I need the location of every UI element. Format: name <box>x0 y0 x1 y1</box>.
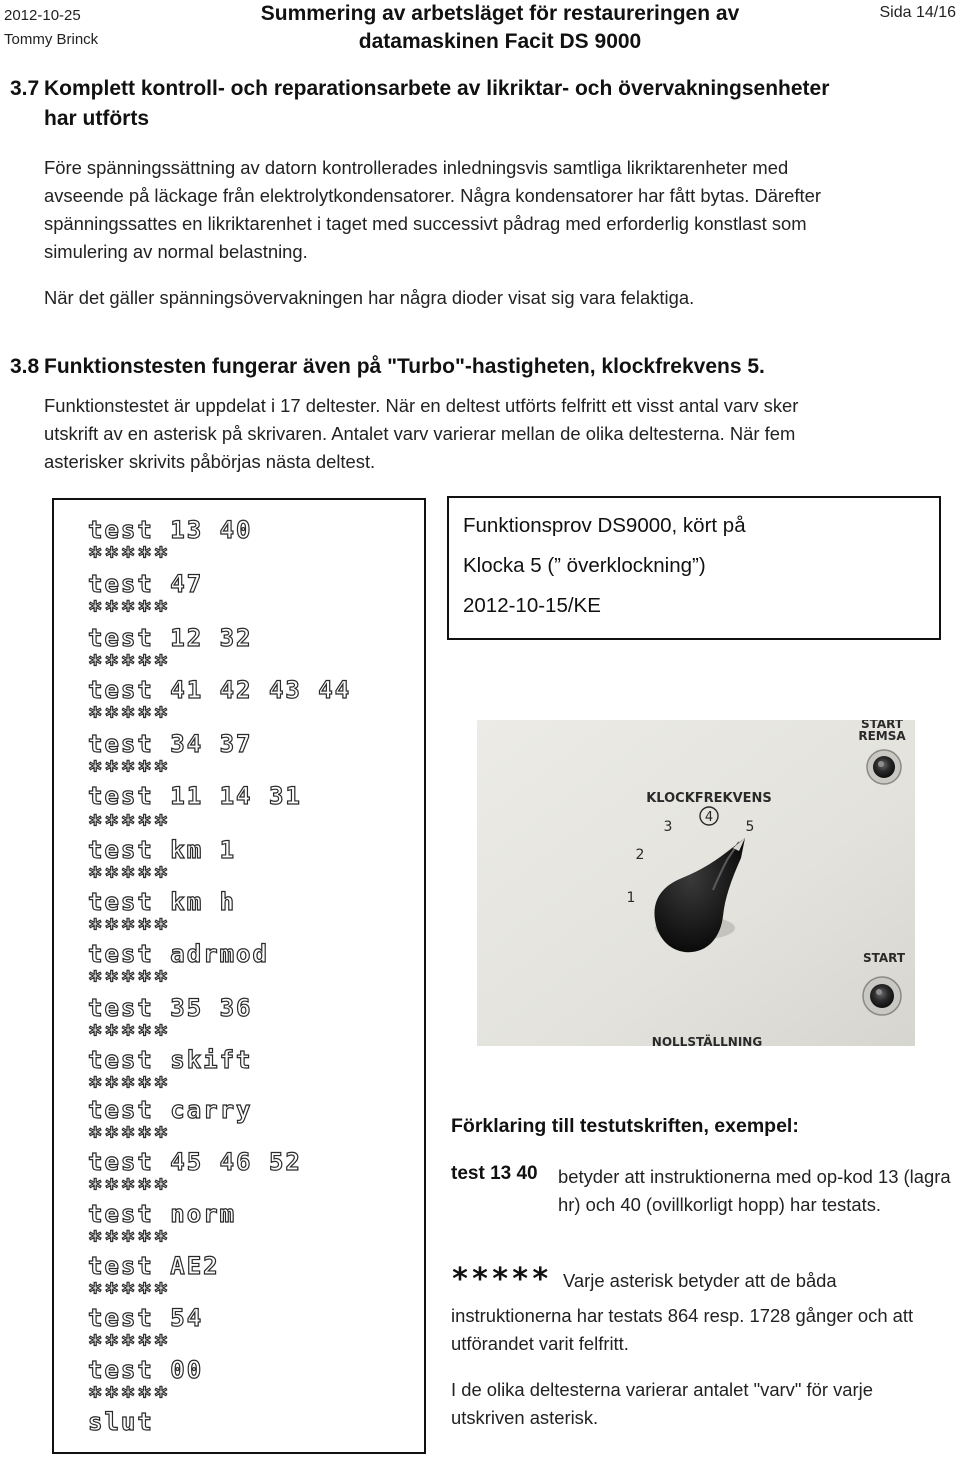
section-38-para-line: utskrift av en asterisk på skrivaren. Antalet varv varierar mellan de olika deltesterna. När fem <box>44 423 796 444</box>
section-38-para-line: asterisker skrivits påbörjas nästa deltest. <box>44 451 376 472</box>
printout-test-line: slut <box>88 1408 154 1436</box>
printout-test-line: test carry <box>88 1096 253 1124</box>
printout-asterisk-line: ***** <box>88 1278 171 1306</box>
dial-number-1: 1 <box>626 890 636 906</box>
test-info-box <box>447 496 941 640</box>
printout-test-line: test 54 <box>88 1304 204 1332</box>
header-meta <box>4 4 98 52</box>
printout-test-line: test 47 <box>88 570 204 598</box>
section-38-title: Funktionstesten fungerar även på "Turbo"-hastigheten, klockfrekvens 5. <box>44 355 765 378</box>
dial-number-3: 3 <box>663 819 673 835</box>
printout-asterisk-line: ***** <box>88 596 171 624</box>
printout-asterisk-line: ***** <box>88 1020 171 1048</box>
printout-asterisk-line: ***** <box>88 1122 171 1150</box>
asterisk-example: ***** <box>451 1262 552 1297</box>
printout-asterisk-line: ***** <box>88 810 171 838</box>
info-line-3: 2012-10-15/KE <box>463 594 601 617</box>
printout-test-line: test 45 46 52 <box>88 1148 302 1176</box>
printout-asterisk-line: ***** <box>88 966 171 994</box>
printout-asterisk-line: ***** <box>88 1382 171 1410</box>
section-37-para1-line: Före spänningssättning av datorn kontrollerades inledningsvis samtliga likriktarenheter med <box>44 157 789 178</box>
section-38-paragraph <box>44 392 924 476</box>
dial-number-4: 4 <box>704 810 714 825</box>
section-37-para1-line: spänningssattes en likriktarenhet i taget med successivt pådrag med erforderlig konstlast som <box>44 213 807 234</box>
printout-test-line: test km h <box>88 888 237 916</box>
example-definition: betyder att instruktionerna med op-kod 13 (lagra hr) och 40 (ovillkorligt hopp) har testats. <box>558 1166 951 1215</box>
section-37-title-line-2: har utförts <box>44 107 149 130</box>
section-37-title-line-1: Komplett kontroll- och reparationsarbete av likriktar- och övervakningsenheter <box>44 77 830 100</box>
info-line-2: Klocka 5 (” överklockning”) <box>463 554 706 577</box>
printout-test-line: test adrmod <box>88 940 269 968</box>
printout-asterisk-line: ***** <box>88 650 171 678</box>
printout-asterisk-line: ***** <box>88 914 171 942</box>
printout-asterisk-line: ***** <box>88 1330 171 1358</box>
printout-test-line: test 41 42 43 44 <box>88 676 352 704</box>
dial-number-5: 5 <box>745 819 755 835</box>
label-nollstallning: NOLLSTÄLLNING <box>651 1035 763 1046</box>
asterisk-definition: Varje asterisk betyder att de båda <box>563 1270 837 1291</box>
explanation-note: I de olika deltesterna varierar antalet "varv" för varje utskriven asterisk. <box>451 1379 873 1428</box>
printout-asterisk-line: ***** <box>88 542 171 570</box>
test-printout <box>52 498 426 1454</box>
document-title <box>180 0 820 56</box>
printout-asterisk-line: ***** <box>88 702 171 730</box>
printout-asterisk-line: ***** <box>88 756 171 784</box>
asterisk-definition-continued: instruktionerna har testats 864 resp. 1728 gånger och att utförandet varit felfritt. <box>451 1305 914 1354</box>
printout-test-line: test skift <box>88 1046 253 1074</box>
page-number: Sida 14/16 <box>879 4 956 21</box>
title-line-1: Summering av arbetsläget för restaureringen av <box>260 2 740 25</box>
dial-number-2: 2 <box>635 847 645 863</box>
printout-test-line: test 34 37 <box>88 730 253 758</box>
example-term: test 13 40 <box>451 1163 538 1184</box>
printout-asterisk-line: ***** <box>88 862 171 890</box>
label-start-remsa-2: REMSA <box>858 729 906 743</box>
printout-asterisk-line: ***** <box>88 1226 171 1254</box>
label-start-remsa-1: START <box>860 720 904 731</box>
section-38-heading <box>10 352 930 382</box>
section-37-paragraph-1 <box>44 154 924 266</box>
printout-test-line: test 11 14 31 <box>88 782 302 810</box>
printout-test-line: test AE2 <box>88 1252 220 1280</box>
printout-test-line: test 13 40 <box>88 516 253 544</box>
clock-frequency-panel-photo <box>477 720 915 1046</box>
section-37-number: 3.7 <box>10 77 40 100</box>
label-klockfrekvens: KLOCKFREKVENS <box>646 791 772 806</box>
printout-test-line: test 35 36 <box>88 994 253 1022</box>
start-remsa-switch-icon <box>867 750 901 784</box>
printout-test-line: test 00 <box>88 1356 204 1384</box>
start-switch-icon <box>863 977 901 1015</box>
printout-test-line: test 12 32 <box>88 624 253 652</box>
info-line-1: Funktionsprov DS9000, kört på <box>463 514 746 537</box>
section-37-paragraph-2: När det gäller spänningsövervakningen har några dioder visat sig vara felaktiga. <box>44 287 695 308</box>
header-date: 2012-10-25 <box>4 7 81 24</box>
section-37-para1-line: simulering av normal belastning. <box>44 241 308 262</box>
printout-test-line: test norm <box>88 1200 237 1228</box>
printout-test-line: test km 1 <box>88 836 237 864</box>
explanation-title: Förklaring till testutskriften, exempel: <box>451 1115 799 1137</box>
printout-asterisk-line: ***** <box>88 1072 171 1100</box>
label-start: START <box>862 951 906 965</box>
header-author: Tommy Brinck <box>4 31 99 48</box>
printout-asterisk-line: ***** <box>88 1174 171 1202</box>
section-38-para-line: Funktionstestet är uppdelat i 17 deltester. När en deltest utförts felfritt ett visst antal varv sker <box>44 395 799 416</box>
section-37-heading <box>10 74 930 134</box>
section-37-para1-line: avseende på läckage från elektrolytkondensatorer. Några kondensatorer har fått bytas. Därefter <box>44 185 821 206</box>
section-38-number: 3.8 <box>10 355 40 378</box>
title-line-2: datamaskinen Facit DS 9000 <box>358 30 642 53</box>
